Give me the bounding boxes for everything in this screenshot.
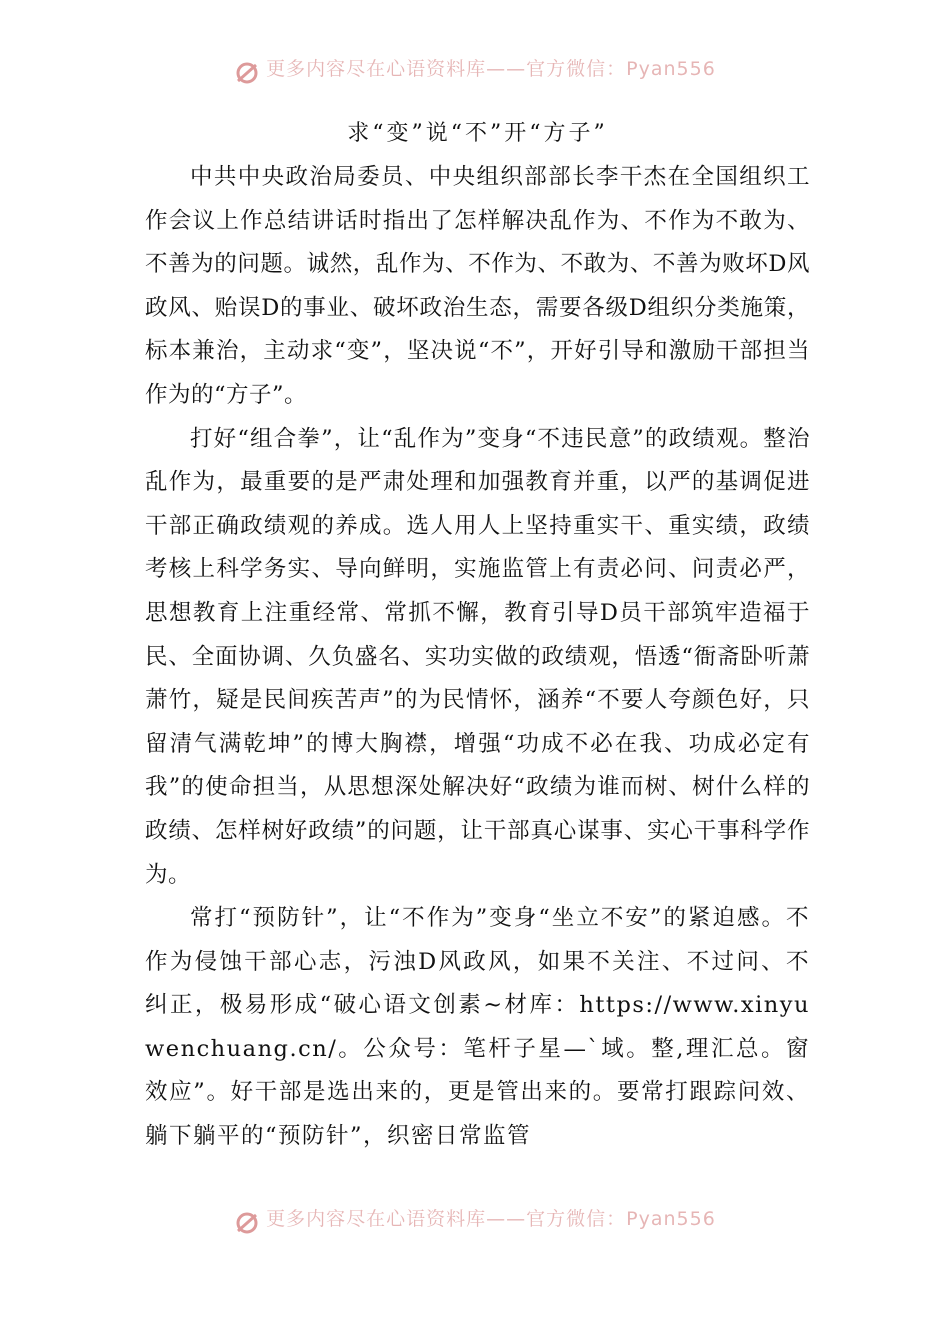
paragraph-combination-punch: 打好“组合拳”，让“乱作为”变身“不违民意”的政绩观。整治乱作为，最重要的是严肃处理和加强教育并重，以严的基调促进干部正确政绩观的养成。选人用人上坚持重实干、重实绩，政绩考核上科学务实、导向鲜明，实施监管上有责必问、问责必严，思想教育上注重经常、常抓不懈，教育引导D员干部筑牢造福于民、全面协调、久负盛名、实功实做的政绩观，悟透“衙斋卧听萧萧竹，疑是民间疾苦声”的为民情怀，涵养“不要人夸颜色好，只留清气满乾坤”的博大胸襟，增强“功成不必在我、功成必定有我”的使命担当，从思想深处解决好“政绩为谁而树、树什么样的政绩、怎样树好政绩”的问题，让干部真心谋事、实心干事科学作为。 (145, 425, 810, 888)
document-body (145, 112, 810, 1159)
header-watermark (0, 58, 950, 88)
watermark-text: 更多内容尽在心语资料库——官方微信：Pyan556 (266, 58, 716, 80)
brand-logo-icon (234, 61, 260, 85)
watermark-text: 更多内容尽在心语资料库——官方微信：Pyan556 (266, 1208, 716, 1230)
brand-logo-icon (234, 1211, 260, 1235)
footer-watermark (0, 1208, 950, 1238)
paragraph-intro: 中共中央政治局委员、中央组织部部长李干杰在全国组织工作会议上作总结讲话时指出了怎样解决乱作为、不作为不敢为、不善为的问题。诚然，乱作为、不作为、不敢为、不善为败坏D风政风、贻误D的事业、破坏政治生态，需要各级D组织分类施策，标本兼治，主动求“变”，坚决说“不”，开好引导和激励干部担当作为的“方子”。 (145, 164, 810, 408)
document-title: 求“变”说“不”开“方子” (347, 121, 608, 146)
paragraph-preventive-shot: 常打“预防针”，让“不作为”变身“坐立不安”的紧迫感。不作为侵蚀干部心志，污浊D风政风，如果不关注、不过问、不纠正，极易形成“破心语文创素~材库：https://www.xinyuwenchuang.cn/。公众号：笔杆子星—`域。整,理汇总。窗效应”。好干部是选出来的，更是管出来的。要常打跟踪问效、躺下躺平的“预防针”，织密日常监管 (145, 905, 810, 1150)
